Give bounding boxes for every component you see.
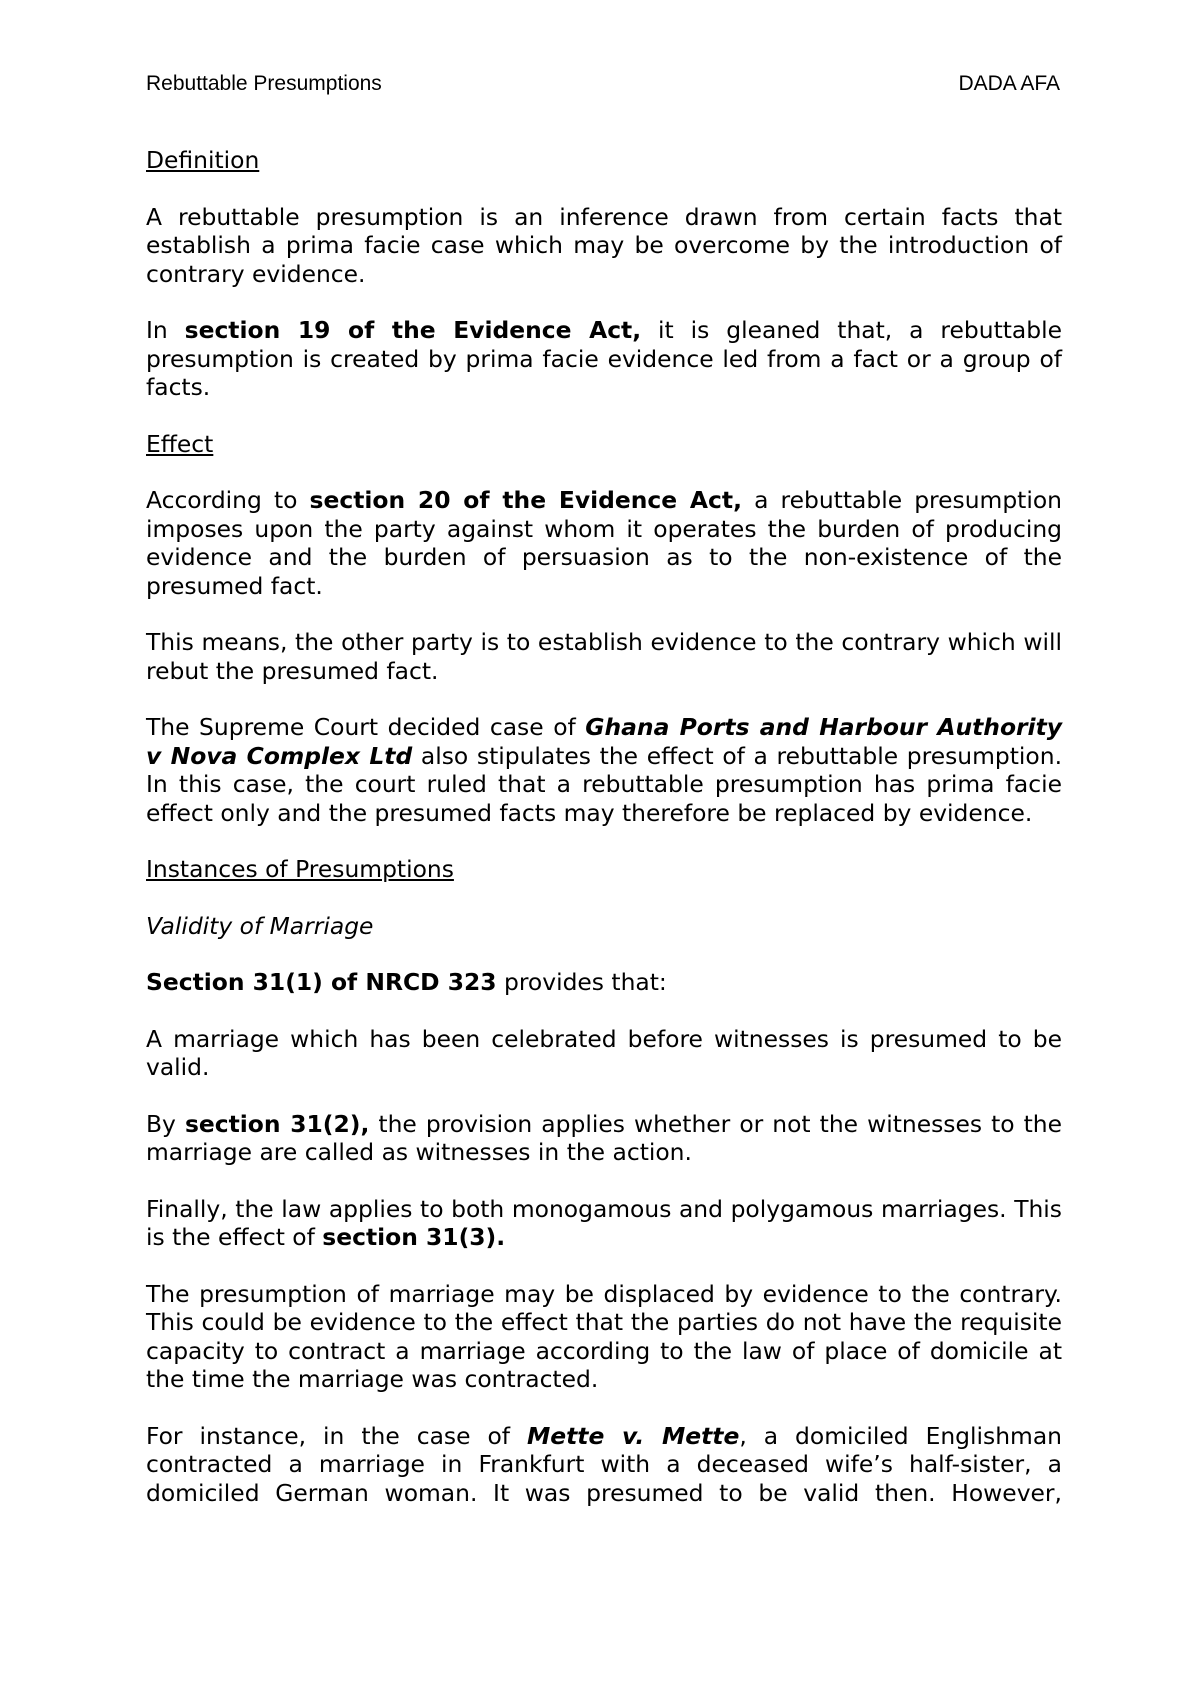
instances-paragraph-6: For instance, in the case of Mette v. Mette, a domiciled Englishman contracted a marriage in Frankfurt with a deceased wife’s half-sister, a domiciled German woman. It was presumed to be valid then. However, xyxy=(146,1421,1062,1507)
case-name-ghana-ports: Ghana Ports and Harbour Authority v Nova Complex Ltd xyxy=(146,713,1062,770)
page-header xyxy=(146,72,1060,96)
definition-paragraph-1: A rebuttable presumption is an inference drawn from certain facts that establish a prima facie case which may be overcome by the introduction of contrary evidence. xyxy=(146,202,1062,288)
instances-paragraph-1: Section 31(1) of NRCD 323 provides that: xyxy=(146,968,667,996)
section-19-reference: section 19 of the Evidence Act, xyxy=(184,316,642,344)
definition-heading: Definition xyxy=(146,146,260,174)
section-20-reference: section 20 of the Evidence Act, xyxy=(309,486,742,514)
instances-paragraph-5: The presumption of marriage may be displaced by evidence to the contrary. This could be evidence to the effect that the parties do not have the requisite capacity to contract a marriage according to the law of place of domicile at the time the marriage was contracted. xyxy=(146,1279,1062,1393)
effect-paragraph-3: The Supreme Court decided case of Ghana Ports and Harbour Authority v Nova Complex Ltd also stipulates the effect of a rebuttable presumption. In this case, the court ruled that a rebuttable presumption has prima facie effect only and the presumed facts may therefore be replaced by evidence. xyxy=(146,713,1063,827)
section-31-3-reference: section 31(3). xyxy=(322,1223,506,1251)
effect-paragraph-1: According to section 20 of the Evidence Act, a rebuttable presumption imposes upon the party against whom it operates the burden of producing evidence and the burden of persuasion as to the non-existence of the presumed fact. xyxy=(146,486,1062,600)
case-name-mette: Mette v. Mette xyxy=(526,1421,740,1450)
effect-paragraph-2: This means, the other party is to establish evidence to the contrary which will rebut the presumed fact. xyxy=(146,628,1062,685)
instances-paragraph-2: A marriage which has been celebrated before witnesses is presumed to be valid. xyxy=(146,1024,1062,1081)
header-title: Rebuttable Presumptions xyxy=(146,72,382,95)
instances-paragraph-4: Finally, the law applies to both monogamous and polygamous marriages. This is the effect of section 31(3). xyxy=(146,1194,1062,1251)
instances-heading: Instances of Presumptions xyxy=(146,855,454,883)
effect-heading: Effect xyxy=(146,429,214,458)
section-31-1-reference: Section 31(1) of NRCD 323 xyxy=(146,968,497,996)
section-31-2-reference: section 31(2), xyxy=(184,1109,370,1138)
header-author: DADA AFA xyxy=(958,72,1060,95)
validity-of-marriage-subheading: Validity of Marriage xyxy=(146,911,374,940)
definition-paragraph-2: In section 19 of the Evidence Act, it is gleaned that, a rebuttable presumption is created by prima facie evidence led from a fact or a group of facts. xyxy=(146,316,1062,401)
instances-paragraph-3: By section 31(2), the provision applies whether or not the witnesses to the marriage are called as witnesses in the action. xyxy=(146,1109,1062,1166)
document-body xyxy=(146,146,1062,1507)
